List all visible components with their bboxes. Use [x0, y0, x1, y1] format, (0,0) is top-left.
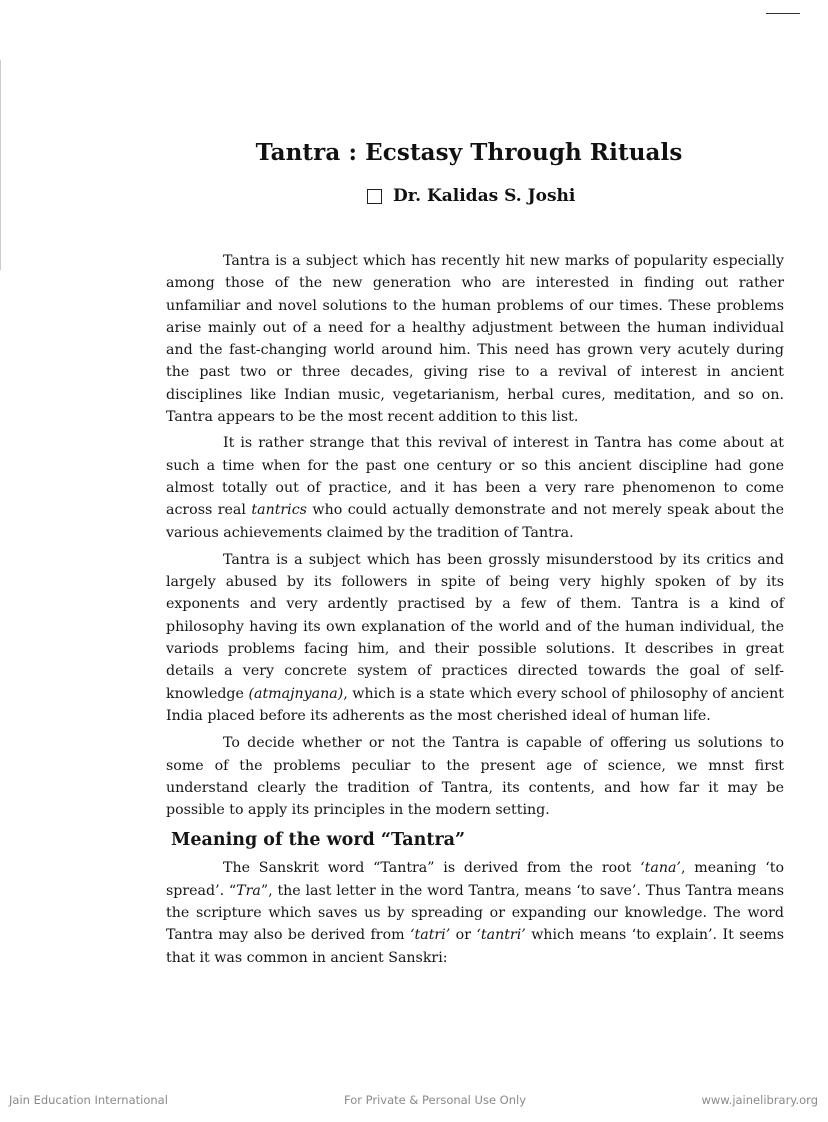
footer-left: Jain Education International: [9, 1093, 168, 1107]
footer-center: For Private & Personal Use Only: [344, 1093, 527, 1107]
paragraph-5-emphasis-2: Tra: [236, 882, 261, 899]
paragraph-2-text-b: who could actually demonstrate and not merely speak about the various achievements claimed by the tradition of Tantra.: [166, 502, 785, 541]
footer-link[interactable]: www.jainelibrary.org: [701, 1093, 818, 1107]
paragraph-1: Tantra is a subject which has recently hit new marks of popularity especially among those of the new generation who are interested in finding out rather unfamiliar and novel solutions to the human problems of our times. These problems arise mainly out of a need for a healthy adjustment between the human individual and the fast-changing world around him. This need has grown very acutely during the past two or three decades, giving rise to a revival of interest in ancient disciplines like Indian music, vegetarianism, herbal cures, meditation, and so on. Tantra appears to be the most recent addition to this list.: [166, 253, 784, 426]
paragraph-4: To decide whether or not the Tantra is capable of offering us solutions to some of the problems peculiar to the present age of science, we mnst first understand clearly the tradition of Tantra, its contents, and how far it may be possible to apply its principles in the modern setting.: [166, 735, 784, 819]
paragraph-2: [166, 432, 784, 543]
paragraph-5-emphasis-1: ‘tana’: [640, 860, 681, 877]
article-body: [166, 250, 784, 969]
paragraph-5-emphasis-4: ‘tantri’: [476, 927, 526, 944]
paragraph-3-text-a: Tantra is a subject which has been grossly misunderstood by its critics and largely abused by its followers in spite of being very highly spoken of by its exponents and very ardently practised by a few of them. Tantra is a kind of philosophy having its own explanation of the world and of the human individual, the variods problems facing him, and their possible solutions. It describes in great details a very concrete system of practices directed towards the goal of self-knowledge: [166, 551, 784, 702]
checkbox-square-icon: [367, 189, 382, 204]
paragraph-5-text-b: , meaning ‘to spread’. “: [166, 860, 784, 899]
page-footer: [0, 1093, 828, 1109]
page-title: Tantra : Ecstasy Through Rituals: [255, 139, 683, 166]
author-byline: [367, 186, 575, 206]
paragraph-5-emphasis-3: ‘tatri’: [410, 927, 451, 944]
paragraph-3-emphasis: (atmajnyana): [248, 685, 344, 702]
top-rule: [766, 13, 800, 14]
paragraph-2-text-a: It is rather strange that this revival of interest in Tantra has come about at such a time when for the past one century or so this ancient discipline had gone almost totally out of practice, and it has been a very rare phenomenon to come across real: [166, 435, 784, 519]
paragraph-5-text-a: The Sanskrit word “Tantra” is derived from the root: [223, 860, 641, 877]
paragraph-2-emphasis: tantrics: [251, 502, 307, 519]
author-name: Dr. Kalidas S. Joshi: [393, 186, 576, 206]
paragraph-5-text-d: or: [450, 927, 477, 944]
paragraph-5-text-c: ”, the last letter in the word Tantra, means ‘to save’. Thus Tantra means the scripture which saves us by spreading or expanding our knowledge. The word Tantra may also be derived from: [166, 882, 784, 944]
section-heading: Meaning of the word “Tantra”: [171, 830, 466, 851]
paragraph-5-text-e: which means ‘to explain’. It seems that it was common in ancient Sanskri:: [166, 927, 785, 966]
paragraph-5: [166, 857, 784, 968]
paragraph-3-text-b: , which is a state which every school of philosophy of ancient India placed before its adherents as the most cherished ideal of human life.: [166, 685, 784, 724]
paragraph-3: [166, 549, 784, 727]
